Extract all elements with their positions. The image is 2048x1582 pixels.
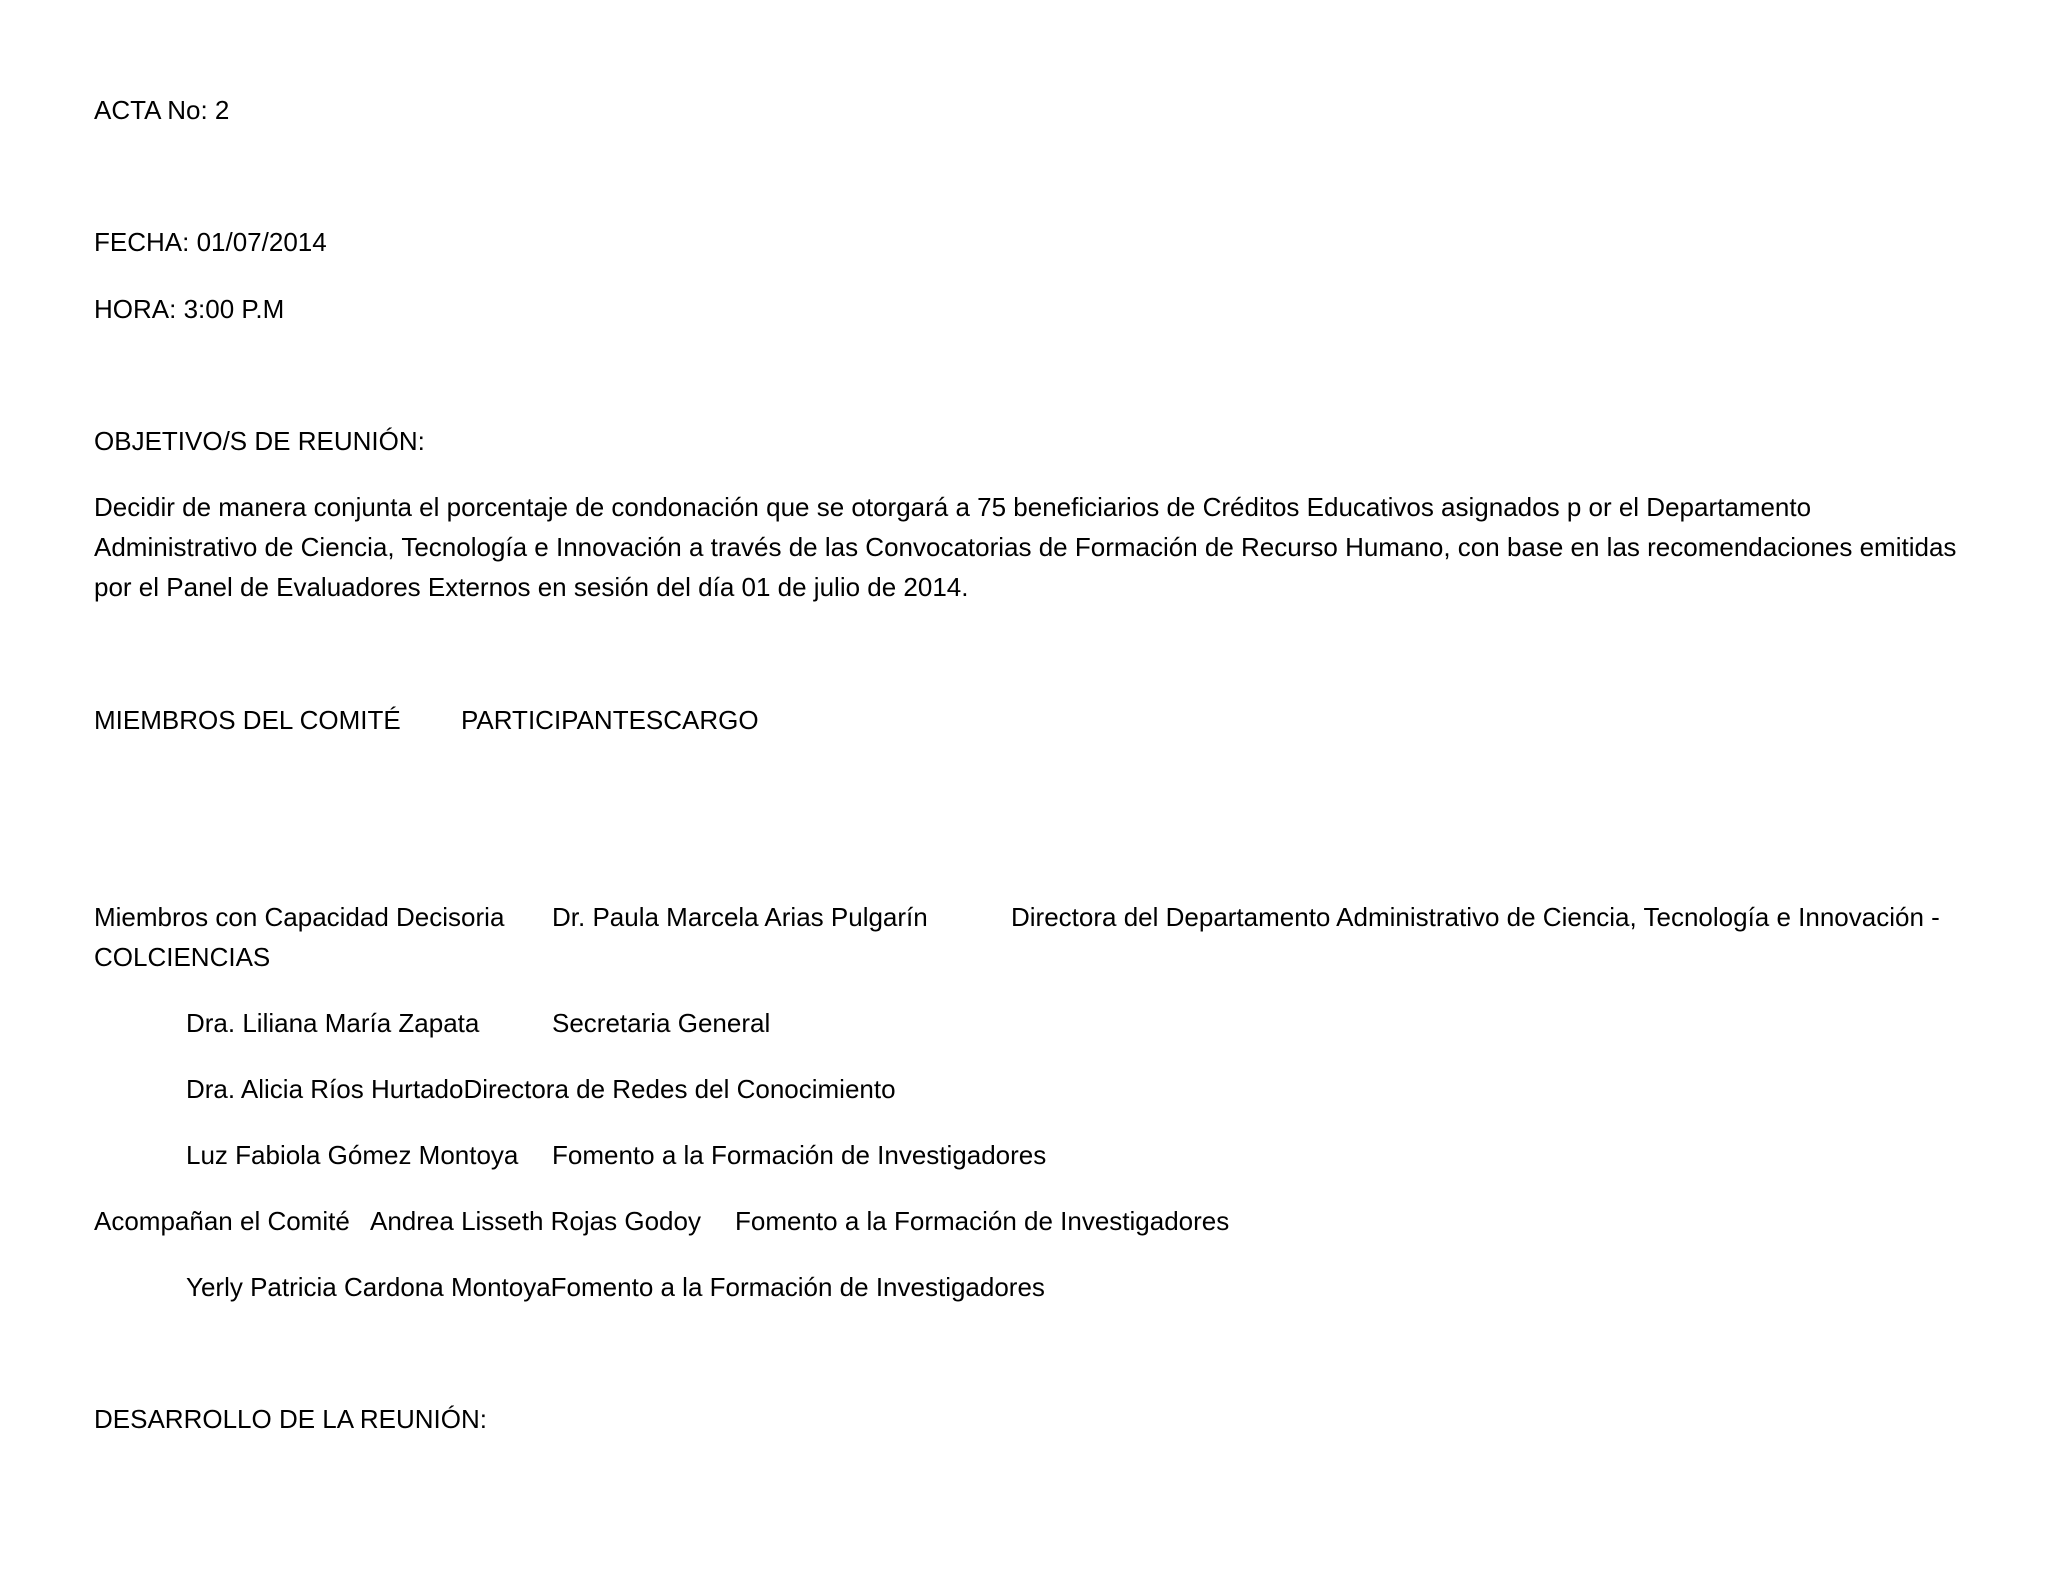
meeting-date: FECHA: 01/07/2014 bbox=[94, 227, 327, 257]
member-name: Dra. Liliana María Zapata bbox=[186, 1008, 480, 1038]
objective-line: Administrativo de Ciencia, Tecnología e Innovación a través de las Convocatorias de Formación de Recurso Humano, con base en las recomendaciones emitidas bbox=[94, 532, 1957, 562]
member-role: Fomento a la Formación de Investigadores bbox=[552, 1140, 1047, 1170]
members-header-participants: PARTICIPANTESCARGO bbox=[461, 705, 759, 735]
member-name-role: Dra. Alicia Ríos HurtadoDirectora de Redes del Conocimiento bbox=[186, 1074, 896, 1104]
meeting-time: HORA: 3:00 P.M bbox=[94, 294, 285, 324]
member-name: Dr. Paula Marcela Arias Pulgarín bbox=[552, 902, 928, 932]
member-role: Fomento a la Formación de Investigadores bbox=[735, 1206, 1230, 1236]
accompanying-label: Acompañan el Comité bbox=[94, 1206, 350, 1236]
member-role: Directora del Departamento Administrativo de Ciencia, Tecnología e Innovación - bbox=[1011, 902, 1940, 932]
member-name: Andrea Lisseth Rojas Godoy bbox=[370, 1206, 701, 1236]
objective-line: por el Panel de Evaluadores Externos en sesión del día 01 de julio de 2014. bbox=[94, 572, 969, 602]
objective-paragraph bbox=[94, 487, 1994, 607]
objective-line: Decidir de manera conjunta el porcentaje de condonación que se otorgará a 75 beneficiarios de Créditos Educativos asignados p or el Departamento bbox=[94, 492, 1812, 522]
objective-heading: OBJETIVO/S DE REUNIÓN: bbox=[94, 426, 425, 456]
member-name: Luz Fabiola Gómez Montoya bbox=[186, 1140, 519, 1170]
member-name-role: Yerly Patricia Cardona MontoyaFomento a la Formación de Investigadores bbox=[186, 1272, 1045, 1302]
acta-number: ACTA No: 2 bbox=[94, 95, 230, 125]
development-heading: DESARROLLO DE LA REUNIÓN: bbox=[94, 1404, 487, 1434]
members-header-committee: MIEMBROS DEL COMITÉ bbox=[94, 705, 401, 735]
member-role: Secretaria General bbox=[552, 1008, 771, 1038]
decision-members-label: Miembros con Capacidad Decisoria bbox=[94, 902, 505, 932]
member-role-continued: COLCIENCIAS bbox=[94, 942, 271, 972]
